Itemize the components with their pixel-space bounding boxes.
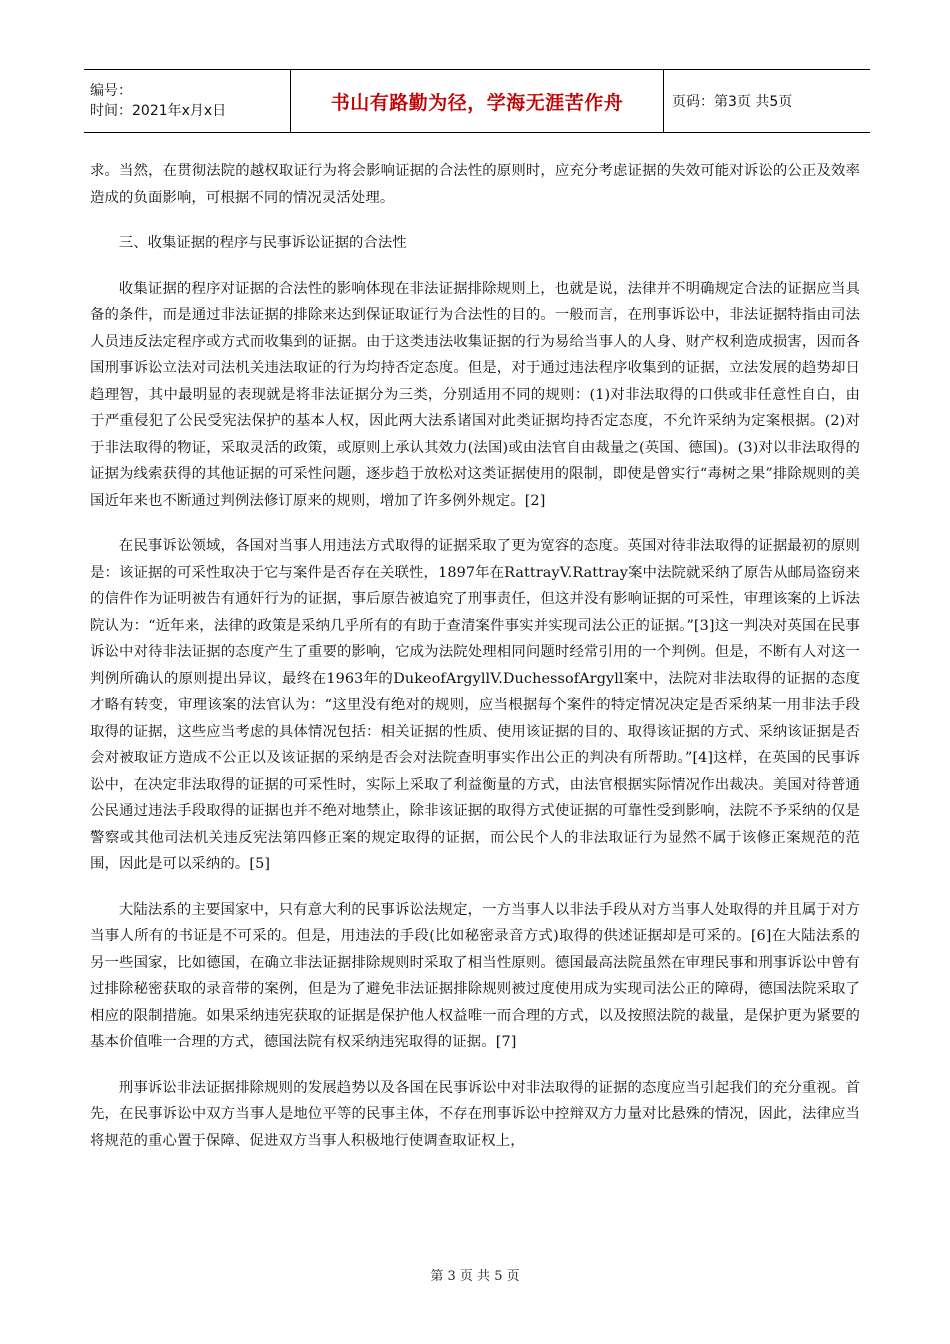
paragraph: 收集证据的程序对证据的合法性的影响体现在非法证据排除规则上，也就是说，法律并不明确规定合法的证据应当具备的条件，而是通过非法证据的排除来达到保证取证行为合法性的目的。一般而言，在刑事诉讼中，非法证据特指由司法人员违反法定程序或方式而收集到的证据。由于这类违法收集证据的行为易给当事人的人身、财产权利造成损害，因而各国刑事诉讼立法对司法机关违法取证的行为均持否定态度。但是，对于通过违法程序收集到的证据，立法发展的趋势却日趋理智，其中最明显的表现就是将非法证据分为三类，分别适用不同的规则：(1)对非法取得的口供或非任意性自白，由于严重侵犯了公民受宪法保护的基本人权，因此两大法系诸国对此类证据均持否定态度，不允许采纳为定案根据。(2)对于非法取得的物证，采取灵活的政策，或原则上承认其效力(法国)或由法官自由裁量之(英国、德国)。(3)对以非法取得的证据为线索获得的其他证据的可采性问题，逐步趋于放松对这类证据使用的限制，即使是曾实行“毒树之果”排除规则的美国近年来也不断通过判例法修订原来的规则，增加了许多例外规定。[2]	[90, 280, 860, 509]
page-footer	[0, 1265, 950, 1284]
page-header	[84, 69, 870, 133]
document-date: 时间：2021年x月x日	[90, 103, 227, 119]
document-number: 编号：	[90, 83, 132, 99]
document-body	[90, 158, 860, 1173]
paragraph-continued: 求。当然，在贯彻法院的越权取证行为将会影响证据的合法性的原则时，应充分考虑证据的失效可能对诉讼的公正及效率造成的负面影响，可根据不同的情况灵活处理。	[90, 163, 860, 206]
paragraph: 刑事诉讼非法证据排除规则的发展趋势以及各国在民事诉讼中对非法取得的证据的态度应当引起我们的充分重视。首先，在民事诉讼中双方当事人是地位平等的民事主体，不存在刑事诉讼中控辩双方力量对比悬殊的情况，因此，法律应当将规范的重心置于保障、促进双方当事人积极地行使调查取证权上，	[90, 1079, 860, 1149]
section-heading: 三、收集证据的程序与民事诉讼证据的合法性	[118, 235, 407, 251]
header-slogan: 书山有路勤为径，学海无涯苦作舟	[290, 70, 664, 132]
paragraph: 在民事诉讼领域，各国对当事人用违法方式取得的证据采取了更为宽容的态度。英国对待非法取得的证据最初的原则是：该证据的可采性取决于它与案件是否存在关联性，1897年在RattrayV.Rattray案中法院就采纳了原告从邮局盗窃来的信件作为证明被告有通奸行为的证据，事后原告被追究了刑事责任，但这并没有影响证据的可采性，审理该案的上诉法院认为：“近年来，法律的政策是采纳几乎所有的有助于查清案件事实并实现司法公正的证据。”[3]这一判决对英国在民事诉讼中对待非法证据的态度产生了重要的影响，它成为法院处理相同问题时经常引用的一个判例。但是，不断有人对这一判例所确认的原则提出异议，最终在1963年的DukeofArgyllV.DuchessofArgyll案中，法院对非法取得的证据的态度才略有转变，审理该案的法官认为：“这里没有绝对的规则，应当根据每个案件的特定情况决定是否采纳某一用非法手段取得的证据，这些应当考虑的具体情况包括：相关证据的性质、使用该证据的目的、取得该证据的方式、采纳该证据是否会对被取证方造成不公正以及该证据的采纳是否会对法院查明事实作出公正的判决有所帮助。”[4]这样，在英国的民事诉讼中，在决定非法取得的证据的可采性时，实际上采取了利益衡量的方式，由法官根据实际情况作出裁决。美国对待普通公民通过违法手段取得的证据也并不绝对地禁止，除非该证据的取得方式使证据的可靠性受到影响，法院不予采纳的仅是警察或其他司法机关违反宪法第四修正案的规定取得的证据，而公民个人的非法取证行为显然不属于该修正案规范的范围，因此是可以采纳的。[5]	[90, 538, 860, 872]
footer-page-number: 第 3 页 共 5 页	[430, 1269, 520, 1284]
header-page-number: 页码：第3页 共5页	[672, 94, 793, 110]
header-meta	[84, 70, 290, 132]
paragraph: 大陆法系的主要国家中，只有意大利的民事诉讼法规定，一方当事人以非法手段从对方当事人处取得的并且属于对方当事人所有的书证是不可采的。但是，用违法的手段(比如秘密录音方式)取得的供述证据却是可采的。[6]在大陆法系的另一些国家，比如德国，在确立非法证据排除规则时采取了相当性原则。德国最高法院虽然在审理民事和刑事诉讼中曾有过排除秘密获取的录音带的案例，但是为了避免非法证据排除规则被过度使用成为实现司法公正的障碍，德国法院采取了相应的限制措施。如果采纳违宪获取的证据是保护他人权益唯一而合理的方式，以及按照法院的裁量，是保护更为紧要的基本价值唯一合理的方式，德国法院有权采纳违宪取得的证据。[7]	[90, 901, 860, 1050]
